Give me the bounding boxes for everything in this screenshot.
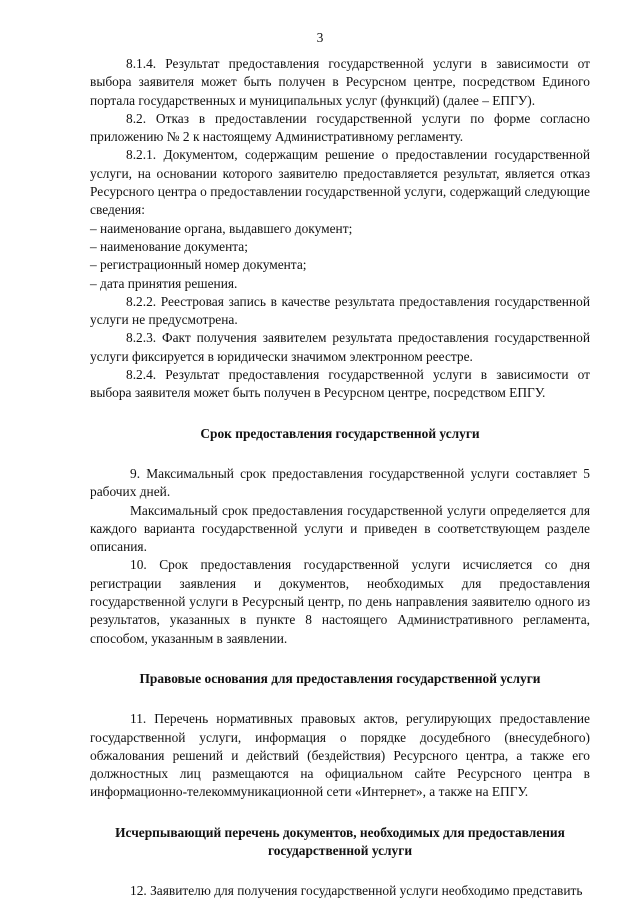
paragraph-8-2: 8.2. Отказ в предоставлении государственной услуги по форме согласно приложению № 2 к настоящему Административному регламенту. (90, 110, 590, 145)
paragraph-11: 11. Перечень нормативных правовых актов, регулирующих предоставление государственной услуги, информация о порядке досудебного (внесудебного) обжалования решений и действий (бездействия) Ресурсного центра, а также его должностных лиц размещаются на официальном сайте Ресурсного центра в информационно-телекоммуникационной сети «Интернет», а также на ЕПГУ. (90, 711, 590, 800)
heading-perechen-line-1: Исчерпывающий перечень документов, необходимых для предоставления (115, 824, 565, 840)
paragraph-9-cont: Максимальный срок предоставления государственной услуги определяется для каждого варианта государственной услуги и приведен в соответствующем разделе описания. (90, 502, 590, 555)
list-item: – наименование документа; (90, 238, 248, 254)
paragraph-8-2-1: 8.2.1. Документом, содержащим решение о предоставлении государственной услуги, на основании которого заявителю предоставляется результат, является отказ Ресурсного центра о предоставлении государственной услуги, содержащий следующие сведения: (90, 147, 590, 218)
list-item: – наименование органа, выдавшего документ; (90, 220, 353, 236)
list-item: – регистрационный номер документа; (90, 257, 307, 273)
document-body (90, 55, 590, 901)
page-number: 3 (316, 30, 324, 45)
paragraph-8-1-4: 8.1.4. Результат предоставления государственной услуги в зависимости от выбора заявителя может быть получен в Ресурсном центре, посредством Единого портала государственных и муниципальных услуг (функций) (далее – ЕПГУ). (90, 56, 590, 108)
paragraph-8-2-4: 8.2.4. Результат предоставления государственной услуги в зависимости от выбора заявителя может быть получен в Ресурсном центре, посредством ЕПГУ. (90, 367, 590, 401)
heading-srok: Срок предоставления государственной услуги (200, 425, 480, 441)
paragraph-8-2-3: 8.2.3. Факт получения заявителем результата предоставления государственной услуги фиксируется в юридически значимом электронном реестре. (90, 330, 590, 364)
paragraph-12: 12. Заявителю для получения государственной услуги необходимо представить (130, 883, 583, 899)
heading-pravo: Правовые основания для предоставления государственной услуги (139, 670, 541, 686)
heading-perechen-line-2: государственной услуги (267, 842, 413, 858)
paragraph-8-2-2: 8.2.2. Реестровая запись в качестве результата предоставления государственной услуги не предусмотрена. (90, 293, 590, 328)
list-item: – дата принятия решения. (90, 275, 238, 291)
paragraph-9: 9. Максимальный срок предоставления государственной услуги составляет 5 рабочих дней. (90, 465, 590, 500)
paragraph-10: 10. Срок предоставления государственной услуги исчисляется со дня регистрации заявления и документов, необходимых для предоставления государственной услуги в Ресурсный центр, по день направления заявителю одного из результатов, указанных в пункте 8 настоящего Административного регламента, способом, указанным в заявлении. (90, 557, 590, 646)
